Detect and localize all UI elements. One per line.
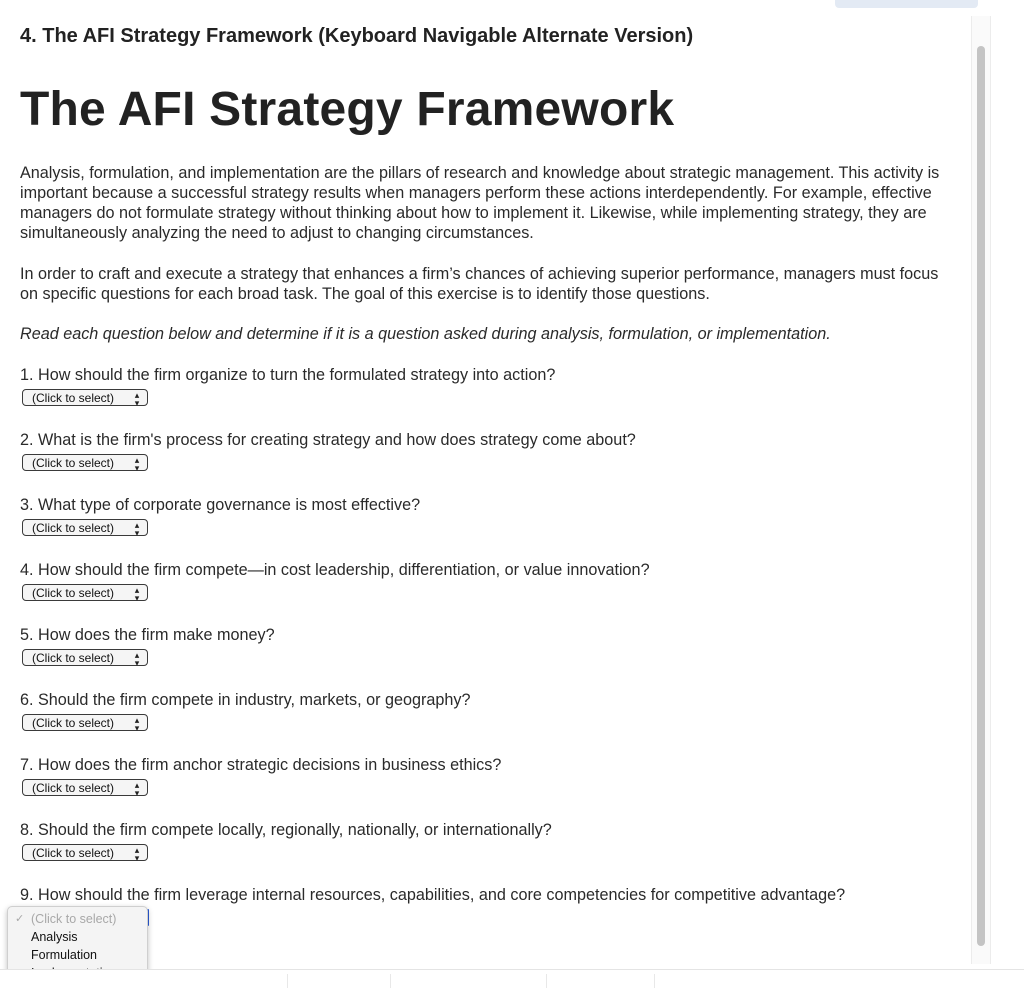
select-value: (Click to select)	[32, 781, 115, 795]
updown-arrows-icon: ▴ ▾	[134, 585, 140, 603]
vertical-scrollbar[interactable]	[971, 16, 991, 964]
select-value: (Click to select)	[32, 521, 115, 535]
toolbar-divider	[390, 974, 391, 988]
select-value: (Click to select)	[32, 716, 115, 730]
answer-select-3[interactable]	[22, 519, 148, 536]
scrollbar-thumb[interactable]	[977, 46, 985, 946]
updown-arrows-icon: ▴ ▾	[134, 650, 140, 668]
question-6	[20, 690, 960, 731]
answer-select-5[interactable]	[22, 649, 148, 666]
activity-content	[20, 22, 960, 904]
answer-select-6[interactable]	[22, 714, 148, 731]
question-3	[20, 495, 960, 536]
answer-select-4[interactable]	[22, 584, 148, 601]
question-text: 3. What type of corporate governance is most effective?	[20, 496, 421, 514]
question-text: 7. How does the firm anchor strategic decisions in business ethics?	[20, 756, 502, 774]
dropdown-option-label: Formulation	[31, 948, 97, 962]
answer-select-8[interactable]	[22, 844, 148, 861]
dropdown-option-label: (Click to select)	[31, 912, 117, 926]
updown-arrows-icon: ▴ ▾	[134, 455, 140, 473]
select-value: (Click to select)	[32, 651, 115, 665]
dropdown-option-placeholder[interactable]	[8, 910, 147, 928]
updown-arrows-icon: ▴ ▾	[134, 390, 140, 408]
intro-paragraph: Analysis, formulation, and implementation are the pillars of research and knowledge about strategic management. This activity is important because a successful strategy results when managers perform these actions interdependently. For example, effective managers do not formulate strategy without thinking about how to implement it. Likewise, while implementing strategy, they are simultaneously analyzing the need to adjust to changing circumstances.	[20, 164, 940, 242]
question-9	[20, 885, 960, 905]
top-tab-edge	[835, 0, 978, 8]
answer-select-1[interactable]	[22, 389, 148, 406]
question-1	[20, 365, 960, 406]
question-text: 6. Should the firm compete in industry, markets, or geography?	[20, 691, 471, 709]
bottom-toolbar-edge	[0, 969, 1024, 988]
answer-select-2[interactable]	[22, 454, 148, 471]
toolbar-divider	[654, 974, 655, 988]
question-text: 8. Should the firm compete locally, regionally, nationally, or internationally?	[20, 821, 552, 839]
question-text: 2. What is the firm's process for creating strategy and how does strategy come about?	[20, 431, 636, 449]
question-text: 4. How should the firm compete—in cost leadership, differentiation, or value innovation?	[20, 561, 650, 579]
updown-arrows-icon: ▴ ▾	[134, 520, 140, 538]
section-heading: 4. The AFI Strategy Framework (Keyboard Navigable Alternate Version)	[20, 25, 694, 47]
question-2	[20, 430, 960, 471]
toolbar-divider	[546, 974, 547, 988]
goal-paragraph: In order to craft and execute a strategy that enhances a firm’s chances of achieving superior performance, managers must focus on specific questions for each broad task. The goal of this exercise is to identify those questions.	[20, 265, 939, 303]
dropdown-option-analysis[interactable]	[8, 928, 147, 946]
select-value: (Click to select)	[32, 586, 115, 600]
question-8	[20, 820, 960, 861]
question-7	[20, 755, 960, 796]
updown-arrows-icon: ▴ ▾	[134, 780, 140, 798]
updown-arrows-icon: ▴ ▾	[134, 715, 140, 733]
answer-select-7[interactable]	[22, 779, 148, 796]
question-4	[20, 560, 960, 601]
question-text: 1. How should the firm organize to turn the formulated strategy into action?	[20, 366, 556, 384]
question-text: 5. How does the firm make money?	[20, 626, 275, 644]
question-5	[20, 625, 960, 666]
page-title: The AFI Strategy Framework	[20, 83, 675, 136]
dropdown-option-formulation[interactable]	[8, 946, 147, 964]
question-text: 9. How should the firm leverage internal resources, capabilities, and core competencies for competitive advantage?	[20, 886, 846, 904]
instructions-text: Read each question below and determine if it is a question asked during analysis, formulation, or implementation.	[20, 325, 831, 343]
select-value: (Click to select)	[32, 456, 115, 470]
checkmark-icon: ✓	[15, 913, 25, 925]
updown-arrows-icon: ▴ ▾	[134, 845, 140, 863]
select-value: (Click to select)	[32, 391, 115, 405]
toolbar-divider	[287, 974, 288, 988]
select-value: (Click to select)	[32, 846, 115, 860]
dropdown-option-label: Analysis	[31, 930, 78, 944]
